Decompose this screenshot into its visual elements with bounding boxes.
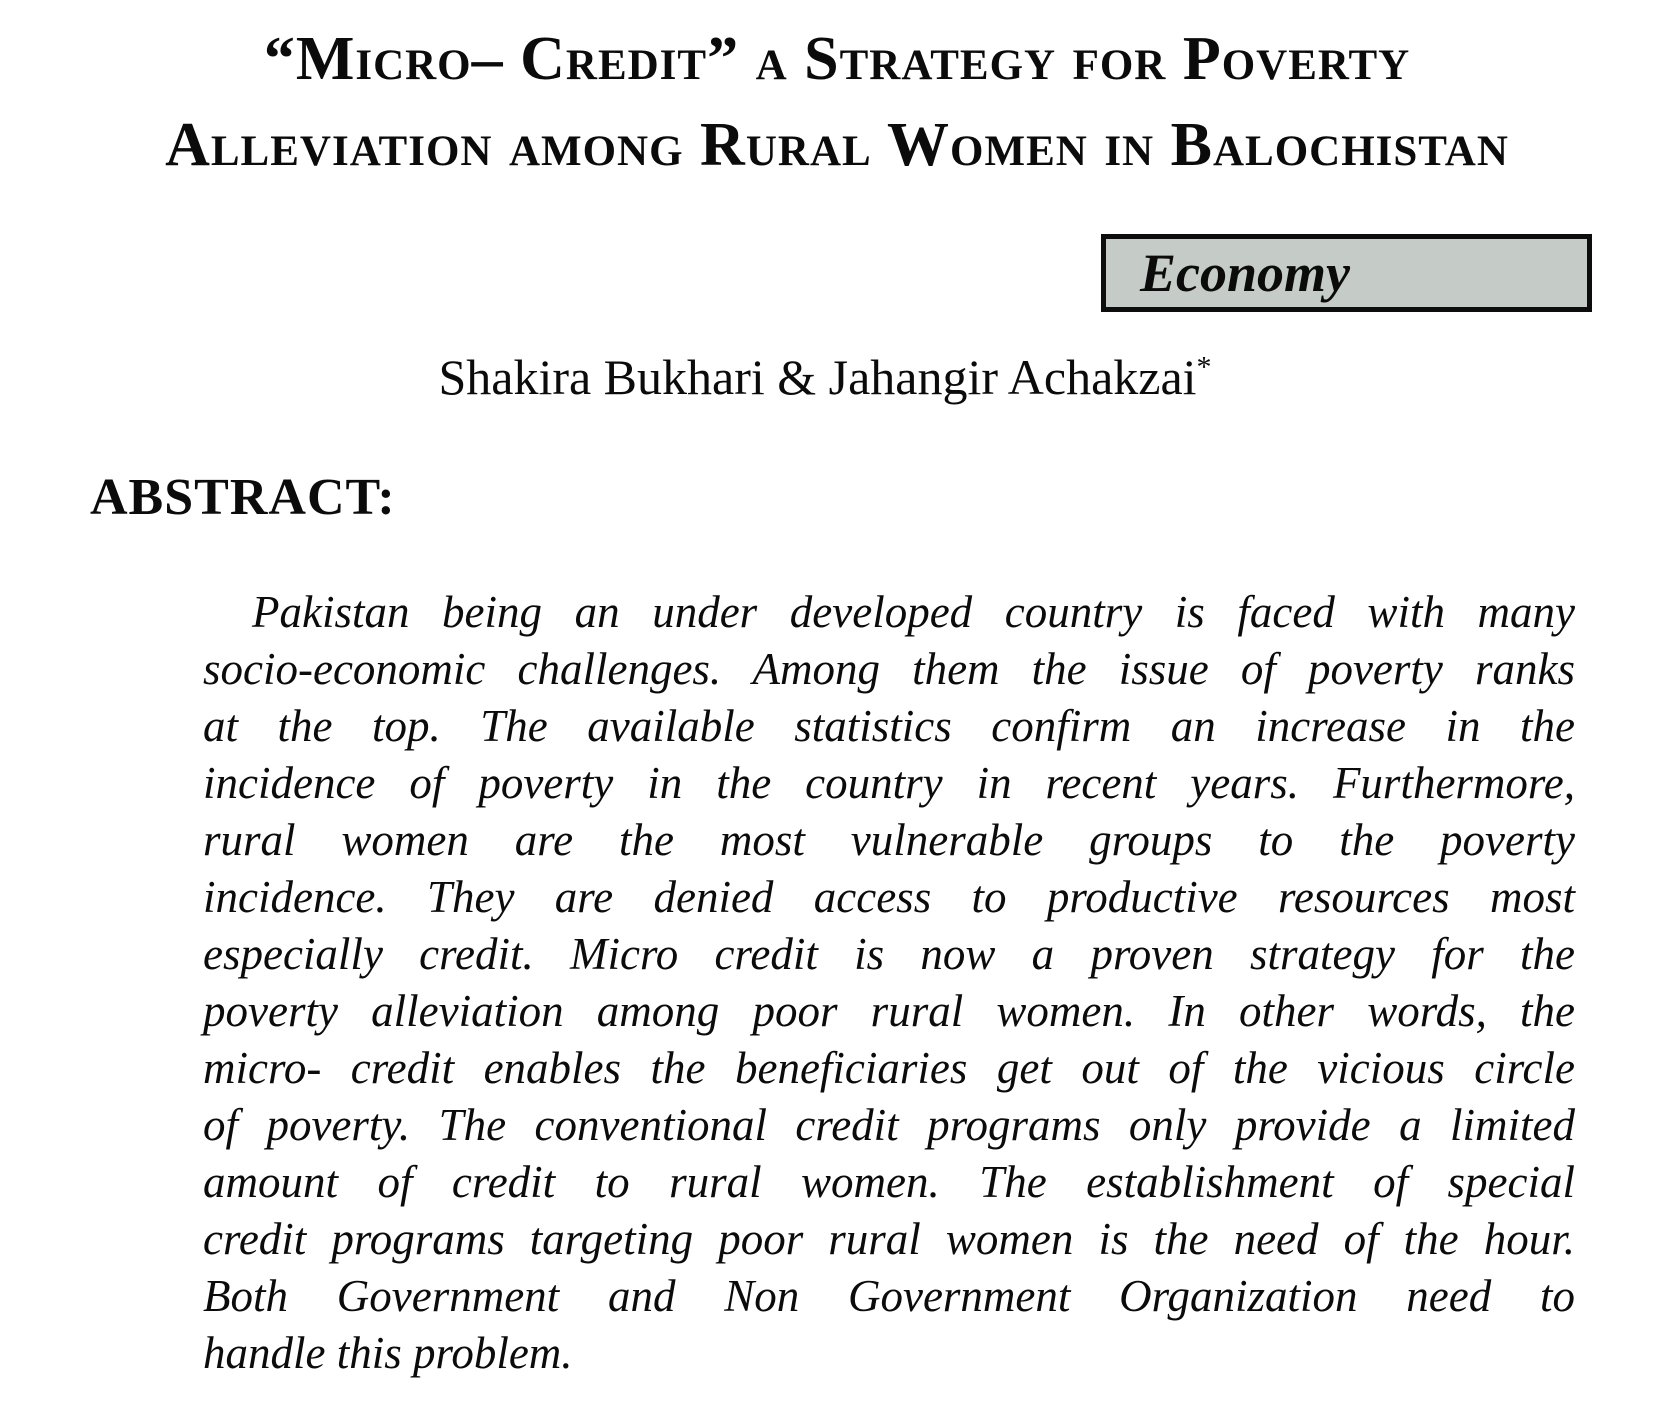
category-box xyxy=(1101,234,1592,312)
paper-title xyxy=(0,16,1674,188)
abstract-line: Pakistan being an under developed country is faced with many xyxy=(252,587,1575,637)
abstract-line: amount of credit to rural women. The establishment of special xyxy=(203,1157,1575,1207)
abstract-line: of poverty. The conventional credit programs only provide a limited xyxy=(203,1100,1575,1150)
paper-title-line-2: Alleviation among Rural Women in Balochistan xyxy=(165,111,1509,179)
abstract-line: micro- credit enables the beneficiaries get out of the vicious circle xyxy=(203,1043,1575,1093)
abstract-paragraph xyxy=(203,584,1575,1382)
abstract-line: poverty alleviation among poor rural women. In other words, the xyxy=(203,986,1575,1036)
abstract-line: at the top. The available statistics confirm an increase in the xyxy=(203,701,1575,751)
abstract-line: incidence of poverty in the country in recent years. Furthermore, xyxy=(203,758,1575,808)
paper-title-line-1: “Micro– Credit” a Strategy for Poverty xyxy=(263,25,1411,93)
footnote-asterisk: * xyxy=(1196,350,1212,384)
abstract-line: handle this problem. xyxy=(203,1328,573,1378)
abstract-line: credit programs targeting poor rural women is the need of the hour. xyxy=(203,1214,1575,1264)
abstract-heading: ABSTRACT: xyxy=(90,469,396,526)
abstract-line: rural women are the most vulnerable groups to the poverty xyxy=(203,815,1575,865)
author-names: Shakira Bukhari & Jahangir Achakzai xyxy=(438,349,1197,405)
category-label: Economy xyxy=(1140,243,1350,303)
abstract-line: Both Government and Non Government Organization need to xyxy=(203,1271,1575,1321)
abstract-line: especially credit. Micro credit is now a proven strategy for the xyxy=(203,929,1575,979)
abstract-line: socio-economic challenges. Among them the issue of poverty ranks xyxy=(203,644,1575,694)
authors-line xyxy=(0,348,1650,406)
abstract-line: incidence. They are denied access to productive resources most xyxy=(203,872,1575,922)
